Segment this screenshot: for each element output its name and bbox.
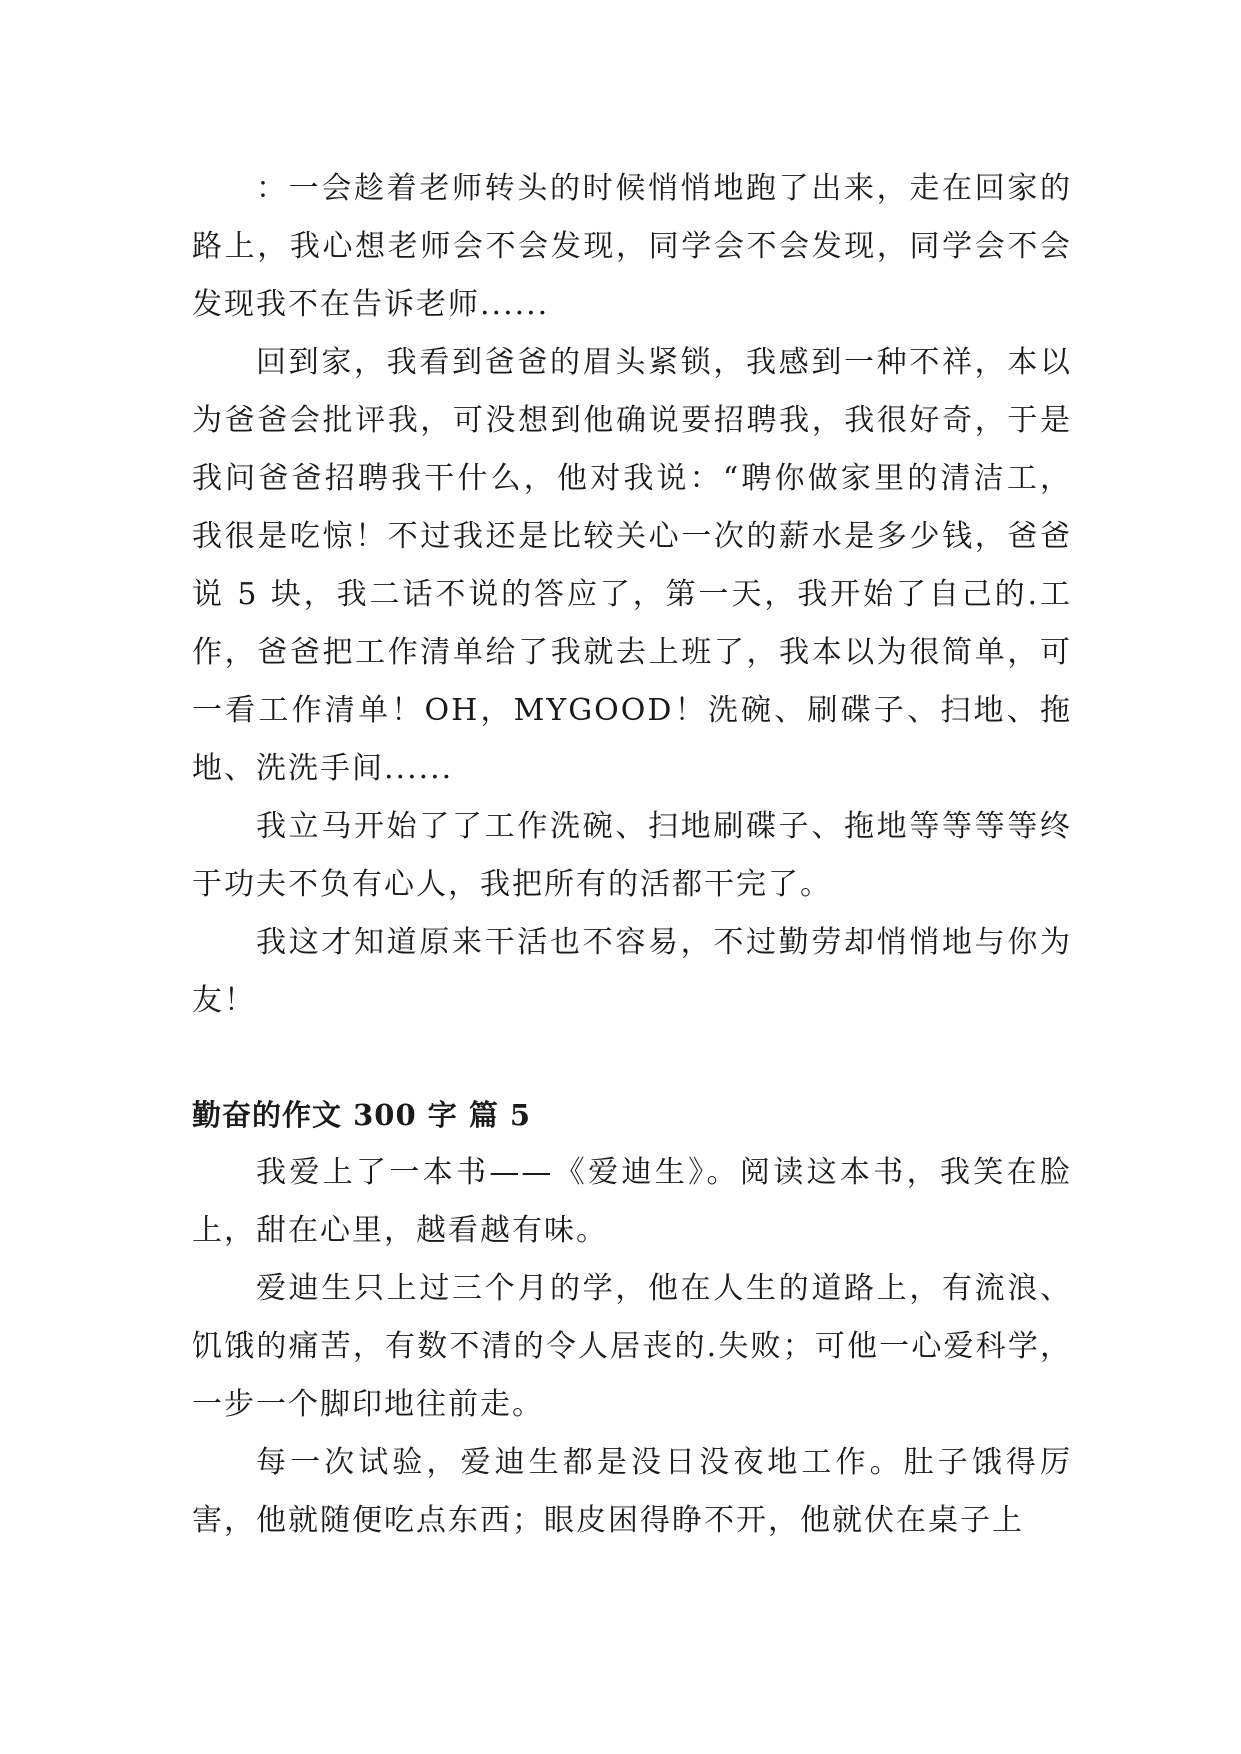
- paragraph: 我立马开始了了工作洗碗、扫地刷碟子、拖地等等等等终于功夫不负有心人，我把所有的活都干完了。: [192, 809, 1072, 902]
- paragraph: 回到家，我看到爸爸的眉头紧锁，我感到一种不祥，本以为爸爸会批评我，可没想到他确说要招聘我，我很好奇，于是我问爸爸招聘我干什么，他对我说：“聘你做家里的清洁工，我很是吃惊！不过我还是比较关心一次的薪水是多少钱，爸爸说 5 块，我二话不说的答应了，第一天，我开始了自己的.工作，爸爸把工作清单给了我就去上班了，我本以为很简单，可一看工作清单！OH，MYGOOD！洗碗、刷碟子、扫地、拖地、洗洗手间......: [192, 345, 1072, 786]
- paragraph: 我爱上了一本书——《爱迪生》。阅读这本书，我笑在脸上，甜在心里，越看越有味。: [192, 1155, 1072, 1248]
- paragraph: 我这才知道原来干活也不容易，不过勤劳却悄悄地与你为友！: [192, 925, 1072, 1018]
- paragraph: 每一次试验，爱迪生都是没日没夜地工作。肚子饿得厉害，他就随便吃点东西；眼皮困得睁不开，他就伏在桌子上: [192, 1445, 1072, 1538]
- paragraph: ：一会趁着老师转头的时候悄悄地跑了出来，走在回家的路上，我心想老师会不会发现，同学会不会发现，同学会不会发现我不在告诉老师......: [192, 171, 1072, 322]
- section-spacer: [192, 1030, 1072, 1086]
- document-page: [192, 160, 1072, 1550]
- section-heading: 勤奋的作文 300 字 篇 5: [192, 1098, 532, 1132]
- paragraph: 爱迪生只上过三个月的学，他在人生的道路上，有流浪、饥饿的痛苦，有数不清的令人居丧的.失败；可他一心爱科学，一步一个脚印地往前走。: [192, 1271, 1072, 1422]
